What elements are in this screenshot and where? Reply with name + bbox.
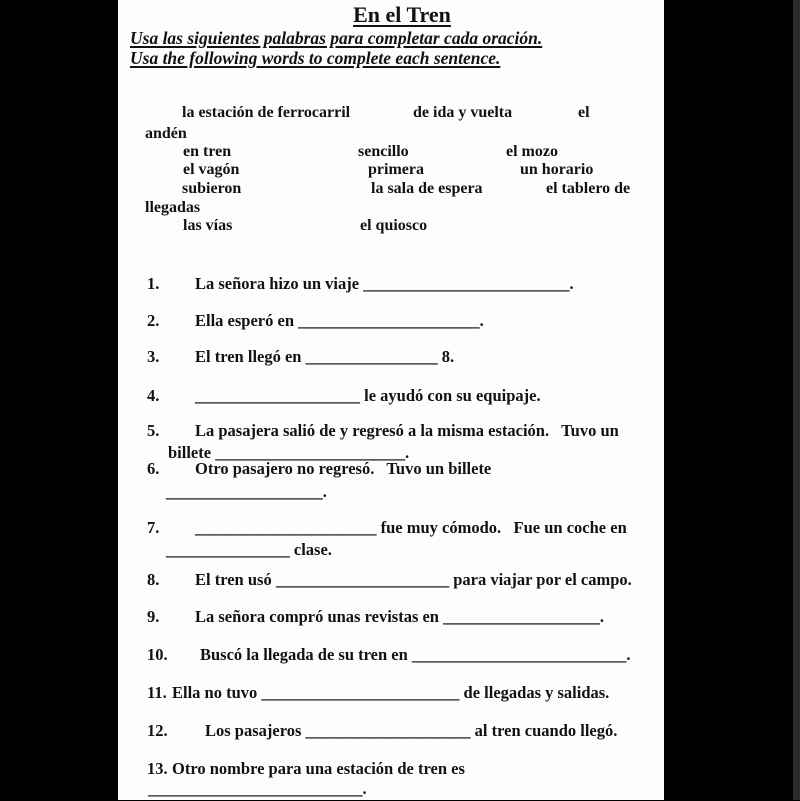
word-bank-item: un horario (520, 161, 594, 178)
word-bank-row (118, 104, 664, 123)
question-text: Ella no tuvo ________________________ de llegadas y salidas. (172, 683, 610, 702)
question-8 (118, 570, 664, 592)
word-bank-item: el (578, 104, 590, 121)
question-5 (118, 421, 664, 443)
question-9 (118, 607, 664, 629)
word-bank-row (118, 217, 664, 236)
question-3 (118, 347, 664, 369)
word-bank-item: las vías (183, 217, 233, 234)
word-bank-item: el vagón (183, 161, 240, 178)
question-10 (118, 645, 664, 667)
word-bank-item: el quiosco (360, 217, 428, 234)
word-bank-item: la estación de ferrocarril (182, 104, 351, 121)
question-13-continued (118, 779, 664, 801)
question-text: El tren usó _____________________ para viajar por el campo. (195, 570, 632, 589)
question-text: La pasajera salió de y regresó a la misma estación. Tuvo un (195, 421, 619, 440)
word-bank-item: subieron (182, 180, 242, 197)
question-number: 2. (147, 311, 160, 330)
word-bank-item: el tablero de (546, 180, 631, 197)
word-bank-item: andén (145, 125, 187, 142)
question-text: _______________ clase. (166, 540, 332, 559)
word-bank-item: de ida y vuelta (413, 104, 513, 121)
question-6 (118, 459, 664, 481)
question-number: 1. (147, 274, 160, 293)
word-bank-row (118, 125, 664, 144)
question-7 (118, 518, 664, 540)
question-number: 8. (147, 570, 160, 589)
question-number: 12. (147, 721, 168, 740)
word-bank-item: el mozo (506, 143, 558, 160)
question-number: 5. (147, 421, 160, 440)
question-number: 9. (147, 607, 160, 626)
question-6-continued (118, 482, 664, 504)
question-number: 10. (147, 645, 168, 664)
question-text: Otro pasajero no regresó. Tuvo un billete (195, 459, 492, 478)
question-1 (118, 274, 664, 296)
question-text: ______________________ fue muy cómodo. Fue un coche en (195, 518, 627, 537)
blank-line: __________________________. (148, 779, 367, 798)
question-number: 6. (147, 459, 160, 478)
question-text: Buscó la llegada de su tren en __________________________. (200, 645, 631, 664)
question-11 (118, 683, 664, 705)
question-text: Otro nombre para una estación de tren es (172, 759, 465, 778)
word-bank-row (118, 199, 664, 218)
word-bank-item: la sala de espera (371, 180, 483, 197)
question-text: Los pasajeros ____________________ al tren cuando llegó. (205, 721, 618, 740)
question-12 (118, 721, 664, 743)
word-bank-item: primera (368, 161, 424, 178)
question-4 (118, 386, 664, 408)
worksheet-page (118, 0, 664, 800)
question-number: 7. (147, 518, 160, 537)
question-number: 13. (147, 759, 168, 778)
question-text: La señora compró unas revistas en ___________________. (195, 607, 604, 626)
scan-edge-shadow (793, 0, 800, 800)
blank-line: ___________________. (166, 482, 327, 501)
question-text: El tren llegó en ________________ 8. (195, 347, 455, 366)
instruction-spanish: Usa las siguientes palabras para completar cada oración. (130, 28, 543, 48)
question-13 (118, 759, 664, 781)
question-number: 11. (147, 683, 167, 702)
word-bank-row (118, 161, 664, 180)
worksheet-title: En el Tren (353, 2, 451, 27)
question-text: La señora hizo un viaje _________________________. (195, 274, 574, 293)
question-text: Ella esperó en ______________________. (195, 311, 484, 330)
question-number: 4. (147, 386, 160, 405)
instruction-english: Usa the following words to complete each sentence. (130, 48, 501, 68)
word-bank-row (118, 143, 664, 162)
question-number: 3. (147, 347, 160, 366)
word-bank-row (118, 180, 664, 199)
word-bank-item: llegadas (145, 199, 201, 216)
question-text: ____________________ le ayudó con su equipaje. (195, 386, 541, 405)
word-bank-item: sencillo (358, 143, 409, 160)
word-bank-item: en tren (183, 143, 232, 160)
question-7-continued (118, 540, 664, 562)
question-2 (118, 311, 664, 333)
question-text: billete _______________________. (168, 443, 410, 462)
